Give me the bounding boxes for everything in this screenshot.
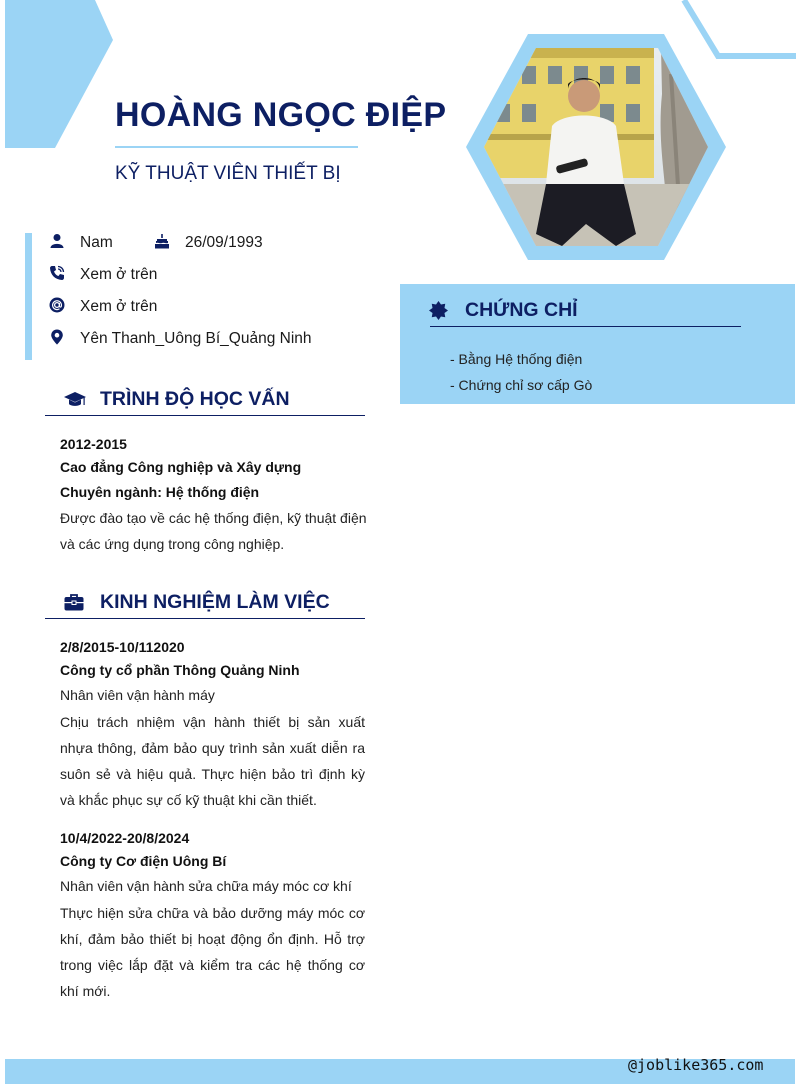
name-underline bbox=[115, 146, 358, 148]
education-period: 2012-2015 bbox=[60, 436, 127, 452]
job-title: KỸ THUẬT VIÊN THIẾT BỊ bbox=[115, 163, 341, 184]
candidate-name: HOÀNG NGỌC ĐIỆP bbox=[115, 96, 447, 134]
user-icon bbox=[49, 233, 65, 249]
job-2-company: Công ty Cơ điện Uông Bí bbox=[60, 853, 227, 869]
phone-icon bbox=[49, 265, 65, 281]
graduation-cap-icon bbox=[64, 391, 86, 409]
education-description-line1: Được đào tạo về các hệ thống điện, kỹ thuật điện bbox=[60, 510, 367, 526]
education-divider bbox=[45, 415, 365, 416]
job-1-description: Chịu trách nhiệm vận hành thiết bị sản xuất nhựa thông, đảm bảo quy trình sản xuất diễn ra suôn sẻ và hiệu quả. Thực hiện bảo trì định kỳ và khắc phục sự cố kỹ thuật khi cần thiết. bbox=[60, 714, 365, 808]
job-1-company: Công ty cổ phần Thông Quảng Ninh bbox=[60, 662, 300, 678]
education-major: Chuyên ngành: Hệ thống điện bbox=[60, 484, 260, 500]
education-school: Cao đẳng Công nghiệp và Xây dựng bbox=[60, 459, 302, 475]
badge-icon bbox=[429, 301, 448, 320]
certificates-title: CHỨNG CHỈ bbox=[465, 299, 578, 321]
map-pin-icon bbox=[49, 329, 65, 345]
briefcase-icon bbox=[64, 594, 84, 611]
email-text: Xem ở trên bbox=[80, 298, 158, 315]
decor-shape-top-left bbox=[5, 0, 115, 150]
certificates-divider bbox=[430, 326, 741, 327]
profile-photo bbox=[466, 34, 726, 260]
experience-title: KINH NGHIỆM LÀM VIỆC bbox=[100, 591, 330, 613]
footer-website: @joblike365.com bbox=[628, 1056, 764, 1074]
address-text: Yên Thanh_Uông Bí_Quảng Ninh bbox=[80, 330, 312, 347]
birthday-text: 26/09/1993 bbox=[185, 234, 263, 251]
job-2-period: 10/4/2022-20/8/2024 bbox=[60, 830, 190, 846]
gender-text: Nam bbox=[80, 234, 113, 251]
job-1-position: Nhân viên vận hành máy bbox=[60, 687, 215, 703]
at-sign-icon bbox=[49, 297, 65, 313]
certificate-item-1: - Bằng Hệ thống điện bbox=[450, 351, 583, 367]
job-2-position: Nhân viên vận hành sửa chữa máy móc cơ khí bbox=[60, 878, 352, 894]
certificate-item-2: - Chứng chỉ sơ cấp Gò bbox=[450, 377, 593, 393]
job-2-description: Thực hiện sửa chữa và bảo dưỡng máy móc cơ khí, đảm bảo thiết bị hoạt động ổn định. Hỗ trợ trong việc lắp đặt và kiểm tra các hệ thống cơ khí mới. bbox=[60, 905, 365, 999]
contact-accent-bar bbox=[25, 233, 32, 360]
experience-divider bbox=[45, 618, 365, 619]
birthday-cake-icon bbox=[154, 233, 170, 249]
job-1-period: 2/8/2015-10/112020 bbox=[60, 639, 185, 655]
education-title: TRÌNH ĐỘ HỌC VẤN bbox=[100, 388, 290, 410]
education-description-line2: và các ứng dụng trong công nghiệp. bbox=[60, 536, 285, 552]
phone-text: Xem ở trên bbox=[80, 266, 158, 283]
